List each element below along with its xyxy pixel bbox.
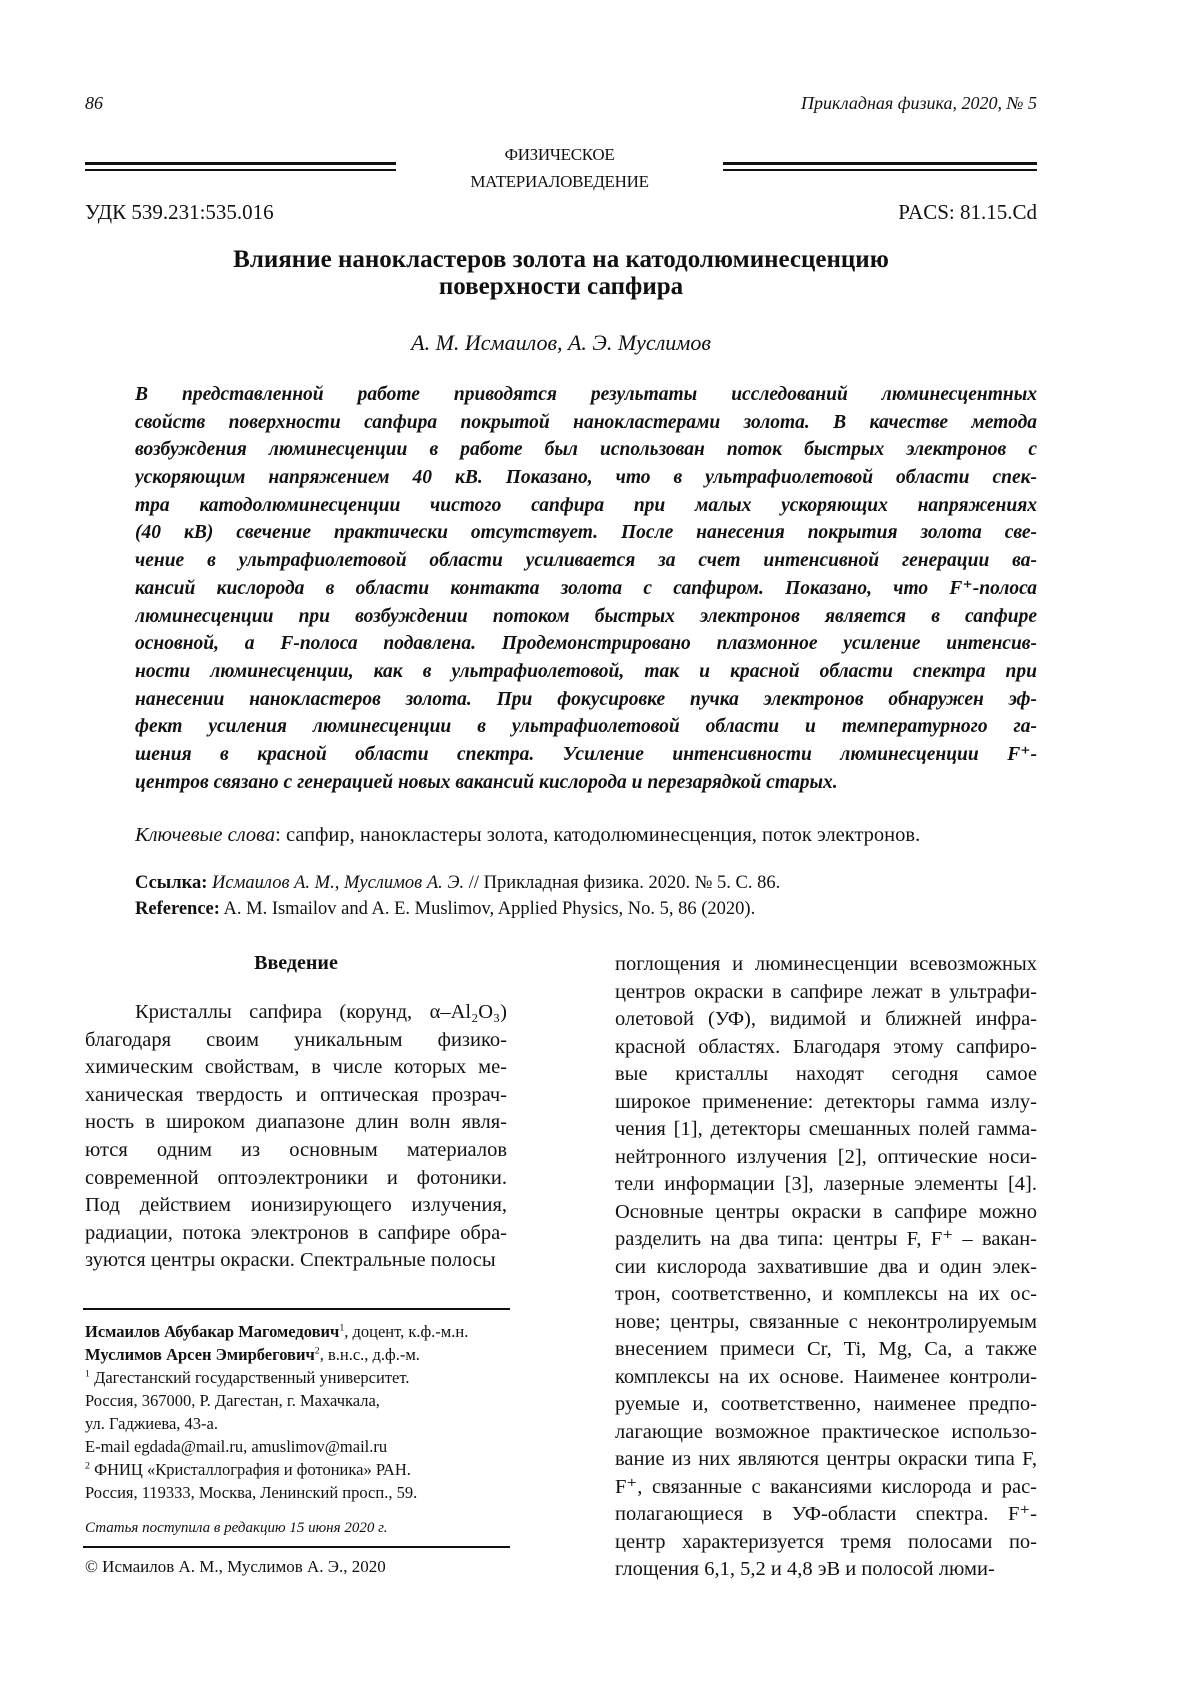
- text-line: (40 кВ) свечение практически отсутствует. После нанесения покрытия золота све-: [135, 519, 1037, 547]
- received-date: Статья поступила в редакцию 15 июня 2020 г.: [85, 1518, 387, 1538]
- text-line: Основные центры окраски в сапфире можно: [615, 1199, 1037, 1227]
- text-line: Кристаллы сапфира (корунд, α–Al₂O₃): [85, 999, 507, 1027]
- abstract: [135, 381, 1037, 796]
- keywords-text: : сапфир, нанокластеры золота, катодолюминесценция, поток электронов.: [275, 824, 920, 846]
- text-line: благодаря своим уникальным физико-: [85, 1027, 507, 1055]
- article-title: [85, 246, 1037, 300]
- pacs-code: PACS: 81.15.Cd: [898, 200, 1037, 224]
- affiliation-line: ул. Гаджиева, 43-а.: [85, 1412, 468, 1435]
- text-line: ются одним из основным материалов: [85, 1137, 507, 1165]
- text-line: химическим свойствам, в числе которых ме-: [85, 1054, 507, 1082]
- citation-ru-authors: Исмаилов А. М., Муслимов А. Э.: [212, 873, 464, 893]
- citation-ru-rest: // Прикладная физика. 2020. № 5. С. 86.: [464, 873, 780, 893]
- author-degree: , в.н.с., д.ф.-м.: [320, 1345, 420, 1364]
- affiliation-line: Россия, 367000, Р. Дагестан, г. Махачкала,: [85, 1389, 468, 1412]
- author-degree: , доцент, к.ф.-м.н.: [344, 1322, 468, 1341]
- text-line: зуются центры окраски. Спектральные полосы: [85, 1247, 507, 1275]
- text-line: нове; центры, связанные с неконтролируемым: [615, 1309, 1037, 1337]
- citation-ru-label: Ссылка:: [135, 873, 207, 893]
- text-line: глощения 6,1, 5,2 и 4,8 эВ и полосой люми-: [615, 1556, 1037, 1584]
- keywords-label: Ключевые слова: [135, 824, 275, 846]
- section-rule-left-thick: [85, 162, 396, 165]
- text-line: ности люминесценции, как в ультрафиолетовой, так и красной области спектра при: [135, 658, 1037, 686]
- title-line: Влияние нанокластеров золота на катодолюминесценцию: [85, 246, 1037, 273]
- journal-header: Прикладная физика, 2020, № 5: [801, 91, 1037, 115]
- text-line: руемые и, соответственно, наименее предпо-: [615, 1391, 1037, 1419]
- section-rule-right-thin: [723, 169, 1037, 171]
- udk-code: УДК 539.231:535.016: [85, 200, 274, 224]
- text-line: широкое применение: детекторы гамма излу-: [615, 1089, 1037, 1117]
- text-line: вание из них являются центры окраски типа F,: [615, 1446, 1037, 1474]
- text-line: свойств поверхности сапфира покрытой нанокластерами золота. В качестве метода: [135, 409, 1037, 437]
- text-line: сии кислорода захватившие два и один элек-: [615, 1254, 1037, 1282]
- text-line: кансий кислорода в области контакта золота с сапфиром. Показано, что F⁺-полоса: [135, 575, 1037, 603]
- text-line: Под действием ионизирующего излучения,: [85, 1192, 507, 1220]
- affiliation-2: [85, 1458, 468, 1481]
- copyright: © Исмаилов А. М., Муслимов А. Э., 2020: [85, 1556, 386, 1578]
- affiliation-mark: 2: [315, 1346, 320, 1357]
- citation-en: [135, 896, 780, 922]
- footnote-rule: [83, 1308, 510, 1310]
- citation-en-rest: A. M. Ismailov and A. E. Muslimov, Applied Physics, No. 5, 86 (2020).: [220, 899, 755, 919]
- text-line: тели информации [3], лазерные элементы [4].: [615, 1171, 1037, 1199]
- intro-heading: Введение: [85, 950, 507, 976]
- citation-ru: [135, 870, 780, 896]
- text-line: тра катодолюминесценции чистого сапфира при малых ускоряющих напряжениях: [135, 492, 1037, 520]
- citation-en-label: Reference:: [135, 899, 220, 919]
- text-line: внесением примеси Cr, Ti, Mg, Ca, а также: [615, 1336, 1037, 1364]
- text-line: полагающиеся в УФ-области спектра. F⁺-: [615, 1501, 1037, 1529]
- text-line: центр характеризуется тремя полосами по-: [615, 1529, 1037, 1557]
- affiliation-line: Россия, 119333, Москва, Ленинский просп., 59.: [85, 1481, 468, 1504]
- text-line: F⁺, связанные с вакансиями кислорода и рас-: [615, 1474, 1037, 1502]
- section-heading-line: ФИЗИЧЕСКОЕ: [396, 141, 723, 168]
- article-authors: А. М. Исмаилов, А. Э. Муслимов: [85, 330, 1037, 356]
- page-number: 86: [85, 91, 103, 115]
- left-column-text: [85, 999, 507, 1275]
- affiliation-mark: 1: [339, 1323, 344, 1334]
- text-line: современной оптоэлектроники и фотоники.: [85, 1165, 507, 1193]
- text-line: радиации, потока электронов в сапфире обра-: [85, 1220, 507, 1248]
- text-line: центров окраски в сапфире лежат в ультрафи-: [615, 979, 1037, 1007]
- affiliation-1: [85, 1366, 468, 1389]
- text-line: вые кристаллы находят сегодня самое: [615, 1061, 1037, 1089]
- text-line: центров связано с генерацией новых вакансий кислорода и перезарядкой старых.: [135, 769, 1037, 797]
- section-heading: [396, 141, 723, 195]
- text-line: комплексы на их основе. Наименее контроли-: [615, 1364, 1037, 1392]
- text-line: ность в широком диапазоне длин волн явля-: [85, 1109, 507, 1137]
- author-name: Муслимов Арсен Эмирбегович: [85, 1345, 315, 1364]
- copyright-rule: [83, 1546, 510, 1548]
- footnote-author-1: [85, 1320, 468, 1343]
- affiliation-mark: 2: [85, 1461, 90, 1472]
- text-line: олетовой (УФ), видимой и ближней инфра-: [615, 1006, 1037, 1034]
- text-line: трон, соответственно, и комплексы на их ос-: [615, 1281, 1037, 1309]
- text-line: фект усиления люминесценции в ультрафиолетовой области и температурного га-: [135, 713, 1037, 741]
- text-line: чения [1], детекторы смешанных полей гамма-: [615, 1116, 1037, 1144]
- text-line: лагающие возможное практическое использо-: [615, 1419, 1037, 1447]
- text-line: В представленной работе приводятся результаты исследований люминесцентных: [135, 381, 1037, 409]
- text-line: ускоряющим напряжением 40 кВ. Показано, что в ультрафиолетовой области спек-: [135, 464, 1037, 492]
- text-line: шения в красной области спектра. Усиление интенсивности люминесценции F⁺-: [135, 741, 1037, 769]
- author-footnotes: [85, 1320, 468, 1504]
- text-line: красной областях. Благодаря этому сапфиро-: [615, 1034, 1037, 1062]
- text-line: возбуждения люминесценции в работе был использован поток быстрых электронов с: [135, 436, 1037, 464]
- text-line: нанесении нанокластеров золота. При фокусировке пучка электронов обнаружен эф-: [135, 686, 1037, 714]
- author-name: Исмаилов Абубакар Магомедович: [85, 1322, 339, 1341]
- text-line: поглощения и люминесценции всевозможных: [615, 951, 1037, 979]
- citation-block: [135, 870, 780, 922]
- affiliation-mark: 1: [85, 1369, 90, 1380]
- email-line: E-mail egdada@mail.ru, amuslimov@mail.ru: [85, 1435, 468, 1458]
- text-line: люминесценции при возбуждении потоком быстрых электронов является в сапфире: [135, 603, 1037, 631]
- affiliation-line: Дагестанский государственный университет.: [94, 1368, 409, 1387]
- text-line: нейтронного излучения [2], оптические носи-: [615, 1144, 1037, 1172]
- section-heading-line: МАТЕРИАЛОВЕДЕНИЕ: [396, 168, 723, 195]
- keywords: [135, 822, 920, 848]
- section-rule-right-thick: [723, 162, 1037, 165]
- text-line: разделить на два типа: центры F, F⁺ – вакан-: [615, 1226, 1037, 1254]
- section-rule-left-thin: [85, 169, 396, 171]
- right-column-text: [615, 951, 1037, 1584]
- affiliation-line: ФНИЦ «Кристаллография и фотоника» РАН.: [94, 1460, 411, 1479]
- footnote-author-2: [85, 1343, 468, 1366]
- text-line: чение в ультрафиолетовой области усиливается за счет интенсивной генерации ва-: [135, 547, 1037, 575]
- title-line: поверхности сапфира: [85, 273, 1037, 300]
- text-line: ханическая твердость и оптическая прозрач-: [85, 1082, 507, 1110]
- text-line: основной, а F-полоса подавлена. Продемонстрировано плазмонное усиление интенсив-: [135, 630, 1037, 658]
